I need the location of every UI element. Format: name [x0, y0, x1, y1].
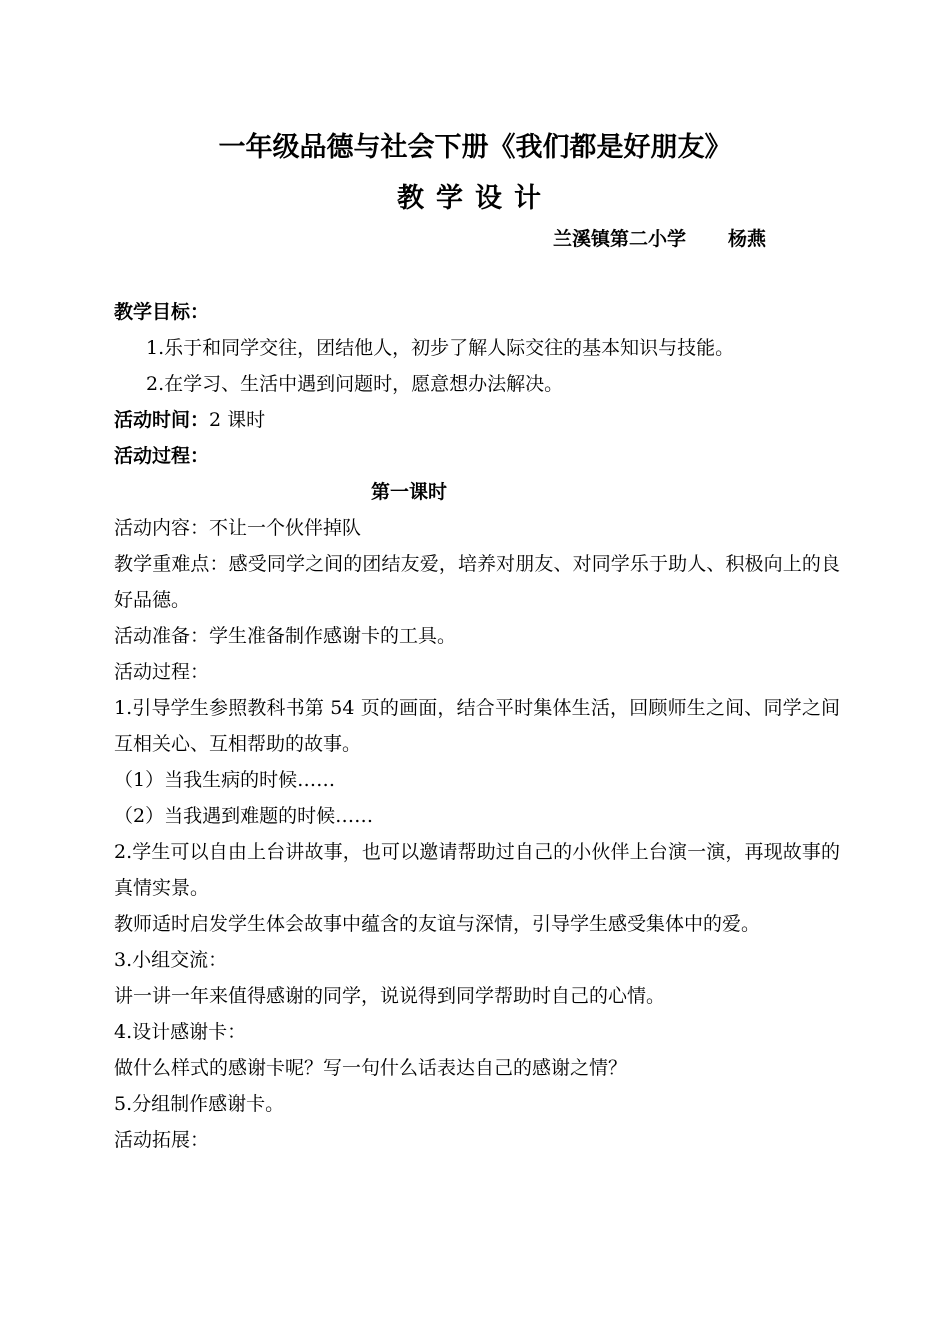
lesson1-key-points: 教学重难点：感受同学之间的团结友爱，培养对朋友、对同学乐于助人、积极向上的良好品德。: [114, 553, 840, 611]
lesson1-step-1: 1.引导学生参照教科书第 54 页的画面，结合平时集体生活，回顾师生之间、同学之间互相关心、互相帮助的故事。: [114, 697, 840, 755]
objectives-heading: 教学目标：: [114, 301, 210, 323]
duration-label: 活动时间：: [114, 409, 210, 431]
lesson1-step-2: 2.学生可以自由上台讲故事，也可以邀请帮助过自己的小伙伴上台演一演，再现故事的真情实景。: [114, 841, 840, 899]
document-body: [114, 294, 840, 1158]
lesson1-step-3: 3.小组交流：: [114, 949, 228, 971]
lesson1-step-1b: （2）当我遇到难题的时候……: [114, 805, 374, 827]
lesson1-step-1a: （1）当我生病的时候……: [114, 769, 336, 791]
author-name: 杨燕: [728, 228, 767, 250]
lesson1-step-4: 4.设计感谢卡：: [114, 1021, 247, 1043]
lesson1-step-2-note: 教师适时启发学生体会故事中蕴含的友谊与深情，引导学生感受集体中的爱。: [114, 913, 761, 935]
objective-item-2: 2.在学习、生活中遇到问题时，愿意想办法解决。: [146, 373, 564, 395]
lesson1-heading: 第一课时: [370, 481, 447, 503]
lesson1-extension: 活动拓展：: [114, 1129, 210, 1151]
document-subtitle: 教学设计: [397, 183, 553, 214]
school-name: 兰溪镇第二小学: [553, 228, 687, 250]
lesson1-preparation: 活动准备：学生准备制作感谢卡的工具。: [114, 625, 457, 647]
lesson1-step-5: 5.分组制作感谢卡。: [114, 1093, 285, 1115]
duration-line: [114, 402, 840, 438]
lesson1-step-3-detail: 讲一讲一年来值得感谢的同学，说说得到同学帮助时自己的心情。: [114, 985, 666, 1007]
author-line: [553, 227, 766, 251]
lesson1-step-4-detail: 做什么样式的感谢卡呢？写一句什么话表达自己的感谢之情？: [114, 1057, 628, 1079]
document-title: 一年级品德与社会下册《我们都是好朋友》: [218, 132, 732, 163]
process-heading: 活动过程：: [114, 445, 210, 467]
duration-value: 2 课时: [209, 409, 266, 431]
lesson1-content: 活动内容：不让一个伙伴掉队: [114, 517, 362, 539]
lesson1-process-label: 活动过程：: [114, 661, 210, 683]
objective-item-1: 1.乐于和同学交往，团结他人，初步了解人际交往的基本知识与技能。: [146, 337, 735, 359]
